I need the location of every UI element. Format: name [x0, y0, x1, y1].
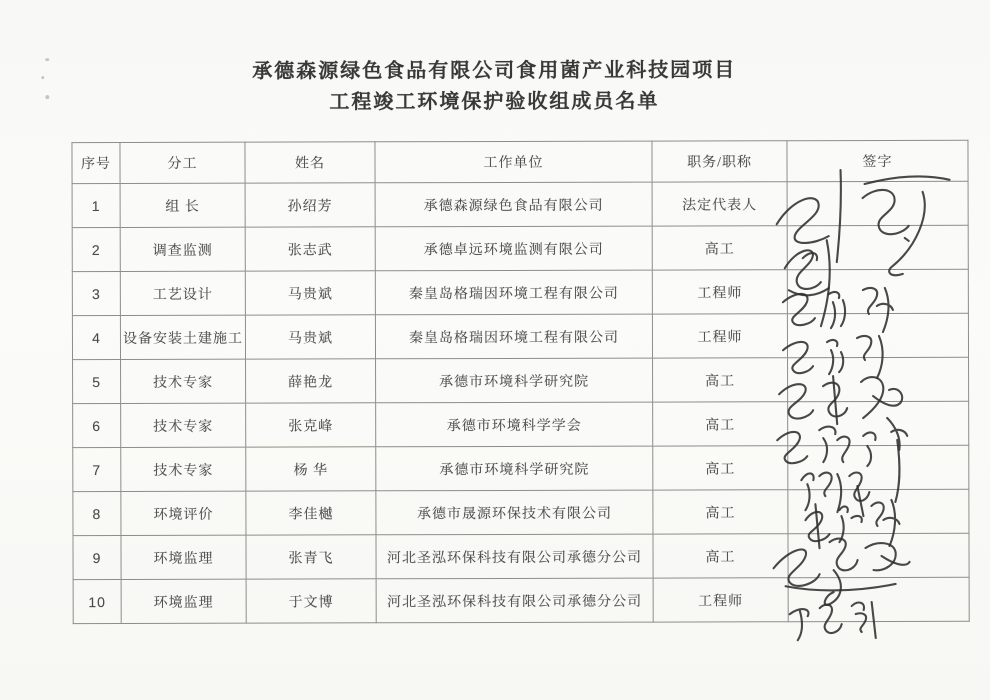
cell-name-row-9: 张青飞: [246, 535, 376, 579]
cell-unit-row-5: 承德市环境科学研究院: [376, 358, 653, 403]
member-row-7: [73, 445, 969, 491]
cell-role-row-10: 环境监理: [121, 579, 246, 623]
cell-signature-row-5: [788, 357, 969, 401]
scan-speck: [45, 95, 49, 99]
cell-name-row-10: 于文博: [246, 579, 376, 623]
cell-role-row-5: 技术专家: [121, 359, 246, 403]
cell-unit-row-4: 秦皇岛格瑞因环境工程有限公司: [375, 314, 652, 359]
cell-role-row-1: 组 长: [120, 183, 245, 227]
document-title: [0, 55, 989, 120]
cell-signature-row-4: [787, 313, 968, 357]
cell-no-row-8: 8: [73, 491, 121, 535]
cell-title-row-3: 工程师: [652, 270, 787, 314]
cell-no-row-6: 6: [73, 403, 121, 447]
cell-role-row-9: 环境监理: [121, 535, 246, 579]
cell-unit-row-1: 承德森源绿色食品有限公司: [375, 182, 652, 227]
cell-role-row-6: 技术专家: [121, 403, 246, 447]
column-header-title: 职务/职称: [652, 141, 787, 182]
cell-role-row-2: 调查监测: [120, 227, 245, 271]
cell-no-row-4: 4: [72, 315, 120, 359]
cell-no-row-5: 5: [73, 359, 121, 403]
cell-no-row-7: 7: [73, 447, 121, 491]
cell-title-row-9: 高工: [653, 534, 788, 578]
cell-signature-row-6: [788, 401, 969, 445]
cell-role-row-4: 设备安装土建施工: [120, 315, 245, 359]
member-row-5: [73, 357, 969, 403]
title-line-1: 承德森源绿色食品有限公司食用菌产业科技园项目: [252, 59, 737, 83]
cell-name-row-3: 马贵斌: [245, 271, 375, 315]
cell-title-row-7: 高工: [653, 446, 788, 490]
cell-name-row-7: 杨 华: [246, 447, 376, 491]
cell-role-row-3: 工艺设计: [120, 271, 245, 315]
table-header-row: [72, 140, 968, 183]
cell-signature-row-2: [787, 225, 968, 269]
cell-no-row-3: 3: [72, 271, 120, 315]
member-row-1: [72, 181, 968, 227]
cell-name-row-8: 李佳樾: [246, 491, 376, 535]
title-line-2: 工程竣工环境保护验收组成员名单: [329, 90, 660, 114]
cell-unit-row-10: 河北圣泓环保科技有限公司承德分公司: [376, 578, 653, 623]
column-header-no: 序号: [72, 142, 120, 183]
cell-no-row-10: 10: [73, 579, 121, 623]
column-header-name: 姓名: [245, 142, 375, 183]
cell-title-row-6: 高工: [653, 402, 788, 446]
cell-title-row-8: 高工: [653, 490, 788, 534]
cell-title-row-5: 高工: [653, 358, 788, 402]
member-row-8: [73, 489, 969, 535]
column-header-role: 分工: [120, 142, 245, 183]
cell-signature-row-8: [788, 489, 969, 533]
cell-name-row-6: 张克峰: [246, 403, 376, 447]
member-row-2: [72, 225, 968, 271]
cell-unit-row-7: 承德市环境科学研究院: [376, 446, 653, 491]
column-header-signature: 签字: [787, 140, 968, 181]
cell-signature-row-9: [788, 533, 969, 577]
cell-title-row-1: 法定代表人: [652, 182, 787, 226]
members-table: [71, 140, 969, 624]
member-row-3: [72, 269, 968, 315]
scan-speck: [45, 58, 49, 61]
cell-no-row-1: 1: [72, 183, 120, 227]
cell-name-row-4: 马贵斌: [245, 315, 375, 359]
cell-unit-row-6: 承德市环境科学学会: [376, 402, 653, 447]
cell-title-row-10: 工程师: [653, 578, 788, 622]
column-header-unit: 工作单位: [375, 141, 652, 183]
member-row-6: [73, 401, 969, 447]
cell-role-row-8: 环境评价: [121, 491, 246, 535]
cell-title-row-4: 工程师: [652, 314, 787, 358]
cell-name-row-1: 孙绍芳: [245, 183, 375, 227]
member-row-4: [72, 313, 968, 359]
cell-unit-row-8: 承德市晟源环保技术有限公司: [376, 490, 653, 535]
cell-unit-row-3: 秦皇岛格瑞因环境工程有限公司: [375, 270, 652, 315]
cell-signature-row-10: [788, 577, 969, 621]
cell-name-row-2: 张志武: [245, 227, 375, 271]
cell-no-row-9: 9: [73, 535, 121, 579]
scan-speck: [41, 76, 44, 79]
cell-title-row-2: 高工: [652, 226, 787, 270]
member-row-9: [73, 533, 969, 579]
cell-role-row-7: 技术专家: [121, 447, 246, 491]
cell-no-row-2: 2: [72, 227, 120, 271]
cell-signature-row-7: [788, 445, 969, 489]
member-row-10: [73, 577, 969, 623]
cell-unit-row-9: 河北圣泓环保科技有限公司承德分公司: [376, 534, 653, 579]
cell-signature-row-1: [787, 181, 968, 225]
cell-name-row-5: 薛艳龙: [246, 359, 376, 403]
cell-unit-row-2: 承德卓远环境监测有限公司: [375, 226, 652, 271]
cell-signature-row-3: [787, 269, 968, 313]
